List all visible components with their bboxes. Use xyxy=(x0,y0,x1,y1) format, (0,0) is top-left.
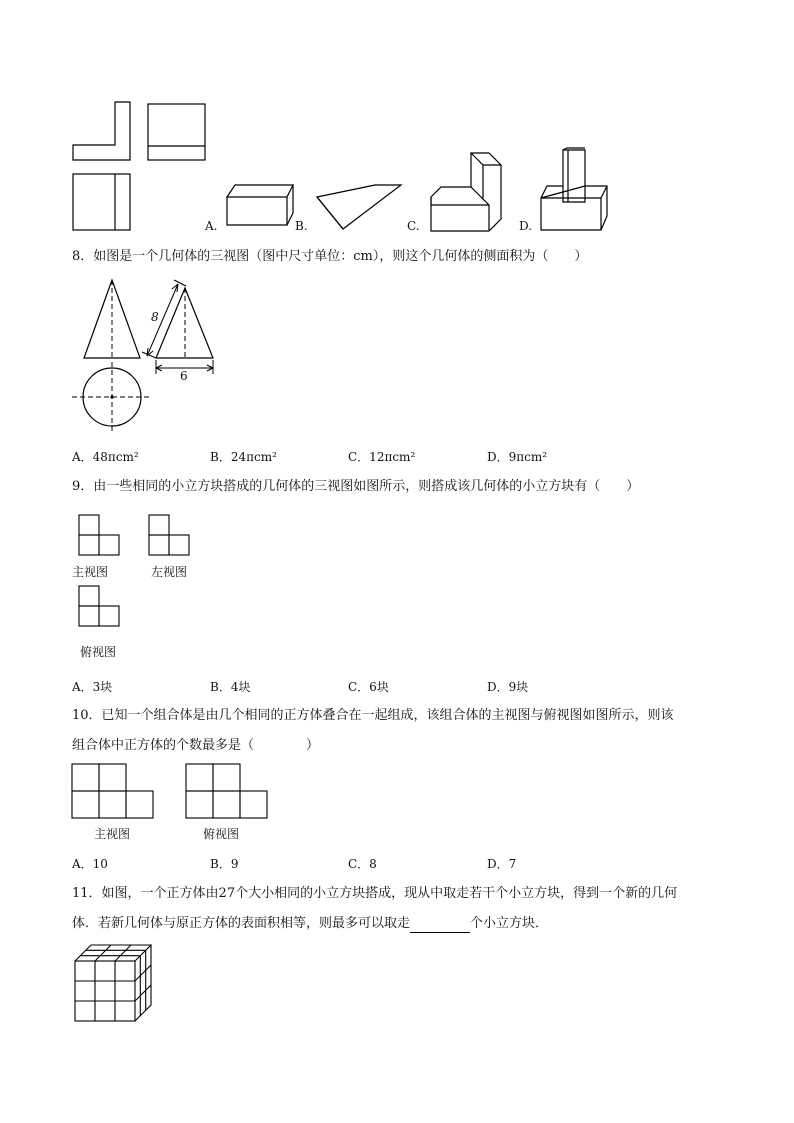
question-10-stem-line2: 组合体中正方体的个数最多是（ ） xyxy=(72,738,320,753)
q11-cube-figure xyxy=(73,943,158,1023)
q7-option-b-solid xyxy=(315,183,405,233)
q7-option-d-label: D. xyxy=(519,219,533,233)
q9-left-view xyxy=(147,513,192,558)
q10-front-view xyxy=(71,763,157,821)
question-11-stem-part1: 体．若新几何体与原正方体的表面积相等，则最多可以取走 xyxy=(72,916,411,931)
q10-option-b: B．9 xyxy=(210,857,239,871)
answer-blank[interactable] xyxy=(410,918,470,933)
q10-top-view xyxy=(185,763,271,821)
q9-top-view xyxy=(77,584,122,629)
q7-option-c-label: C. xyxy=(407,219,420,233)
question-8-stem: 8．如图是一个几何体的三视图（图中尺寸单位：cm），则这个几何体的侧面积为（ ） xyxy=(72,249,588,264)
q9-option-b: B．4块 xyxy=(210,680,251,694)
q8-option-d: D．9πcm² xyxy=(487,450,548,464)
question-11-stem-part2: 个小立方块． xyxy=(470,916,549,931)
q7-option-b-label: B. xyxy=(295,219,308,233)
q9-front-view xyxy=(77,513,122,558)
q9-caption-left: 左视图 xyxy=(151,565,188,579)
q10-caption-top: 俯视图 xyxy=(203,827,240,841)
question-10-stem-line1: 10．已知一个组合体是由几个相同的正方体叠合在一起组成，该组合体的主视图与俯视图如图所示，则该 xyxy=(72,708,674,723)
q10-option-c: C．8 xyxy=(348,857,377,871)
q10-option-d: D．7 xyxy=(487,857,517,871)
q9-caption-top: 俯视图 xyxy=(80,645,117,659)
q10-caption-front: 主视图 xyxy=(94,827,131,841)
q7-option-d-solid xyxy=(537,146,612,231)
q9-option-c: C．6块 xyxy=(348,680,389,694)
question-11-stem-line1: 11．如图，一个正方体由27个大小相同的小立方块搭成，现从中取走若干个小立方块，得到一个新的几何 xyxy=(72,886,678,901)
q8-option-b: B．24πcm² xyxy=(210,450,277,464)
q8-three-view-figure xyxy=(70,276,220,436)
q7-option-c-solid xyxy=(427,149,517,234)
question-11-stem-line2 xyxy=(72,915,548,933)
question-9-stem: 9．由一些相同的小立方块搭成的几何体的三视图如图所示，则搭成该几何体的小立方块有（ ） xyxy=(72,479,640,494)
q8-option-a: A．48πcm² xyxy=(72,450,139,464)
q8-option-c: C．12πcm² xyxy=(348,450,416,464)
q9-option-d: D．9块 xyxy=(487,680,529,694)
q7-option-a-solid xyxy=(225,183,295,233)
q7-option-a-label: A. xyxy=(205,219,218,233)
q7-three-view-figure xyxy=(70,100,210,230)
q8-base-dimension-label: 6 xyxy=(180,369,188,383)
q9-option-a: A．3块 xyxy=(72,680,113,694)
q9-caption-front: 主视图 xyxy=(72,565,109,579)
q10-option-a: A．10 xyxy=(72,857,108,871)
q8-slant-dimension-label: 8 xyxy=(151,310,159,324)
